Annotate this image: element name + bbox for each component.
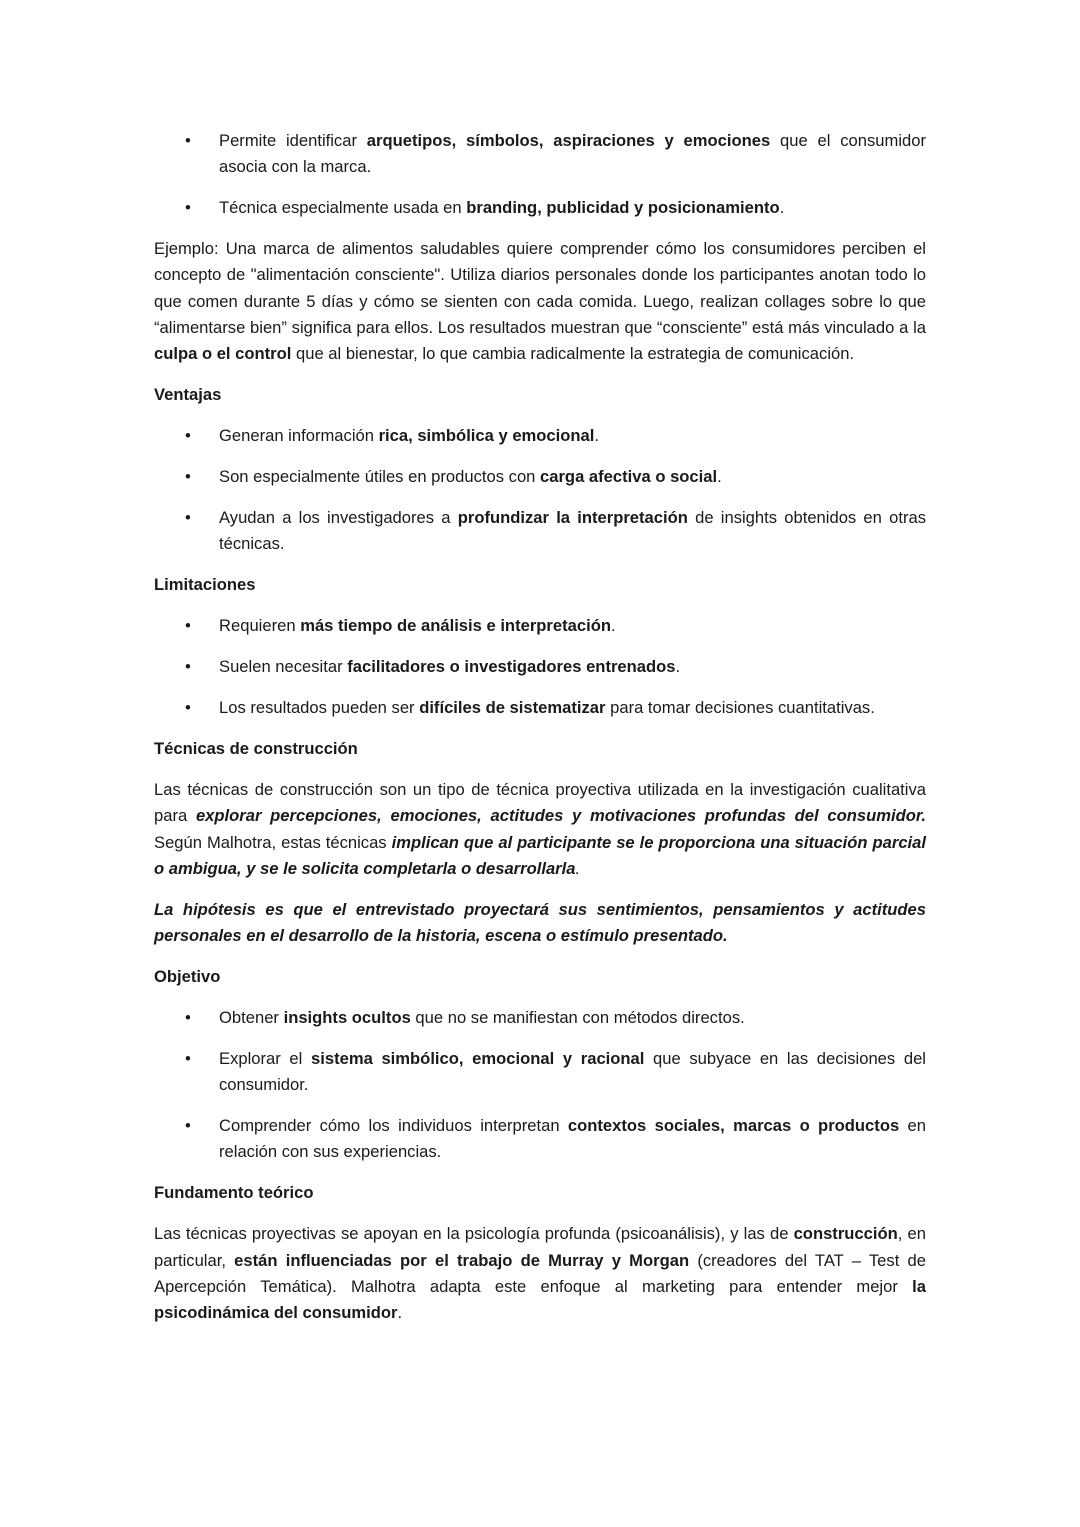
bullet-icon: • (185, 657, 191, 677)
text-run: Comprender cómo los individuos interpretan (219, 1116, 568, 1136)
list-item (185, 1046, 926, 1098)
bold-text: arquetipos, símbolos, aspiraciones y emociones (366, 131, 771, 150)
bold-text: insights ocultos (283, 1008, 411, 1028)
text-run: Son especialmente útiles en productos con (219, 467, 541, 487)
text-run: de insights obtenidos en otras técnicas. (219, 508, 926, 554)
bullet-icon: • (185, 616, 191, 636)
list-item (185, 695, 926, 721)
text-run: . (594, 426, 600, 446)
text-run: Fundamento teórico (154, 1183, 314, 1203)
text-run: . (675, 657, 681, 677)
bullet-icon: • (185, 198, 191, 218)
text-run: que subyace en las decisiones del consumidor. (219, 1049, 926, 1095)
section-heading (154, 964, 926, 990)
text-run: para tomar decisiones cuantitativas. (605, 698, 875, 718)
paragraph (154, 777, 926, 882)
text-run: que el consumidor asocia con la marca. (219, 131, 926, 177)
text-run: . (575, 858, 581, 878)
paragraph (154, 897, 926, 949)
list-item (185, 464, 926, 490)
list-item (185, 423, 926, 449)
text-run: Suelen necesitar (219, 657, 348, 677)
text-run: (creadores del TAT – Test de Apercepción Temática). Malhotra adapta este enfoque al marketing para entender mejor (154, 1250, 926, 1296)
bullet-icon: • (185, 426, 191, 446)
bullet-icon: • (185, 1049, 191, 1069)
list-item (185, 128, 926, 180)
text-run: Las técnicas de construcción son un tipo de técnica proyectiva utilizada en la investigación cualitativa para (154, 780, 926, 826)
section-heading (154, 1180, 926, 1206)
text-run: Según Malhotra, estas técnicas (154, 832, 392, 852)
text-run: Generan información (219, 426, 379, 446)
text-run: Ventajas (154, 385, 222, 405)
bold-text: explorar percepciones, emociones, actitudes y motivaciones profundas del consumidor. (195, 806, 926, 826)
list-item (185, 1005, 926, 1031)
text-run: . (610, 616, 616, 636)
text-run: Técnica especialmente usada en (219, 198, 467, 218)
bold-text: implican que al participante se le proporciona una situación parcial o ambigua, y se le solicita completarla o desarrollarla (154, 832, 926, 878)
list-item (185, 654, 926, 680)
bold-text: rica, simbólica y emocional (378, 426, 595, 446)
document-body (154, 128, 926, 1341)
text-run: , en particular, (154, 1224, 926, 1270)
text-run: Técnicas de construcción (154, 739, 358, 759)
paragraph (154, 236, 926, 367)
bold-text: La hipótesis es que el entrevistado proyectará sus sentimientos, pensamientos y actitudes personales en el desarrollo de la historia, escena o estímulo presentado. (154, 899, 926, 946)
section-heading (154, 736, 926, 762)
bold-text: profundizar la interpretación (457, 508, 688, 528)
bold-text: la psicodinámica del consumidor (154, 1276, 926, 1323)
text-run: Explorar el (219, 1049, 311, 1069)
text-run: Requieren (219, 616, 301, 636)
list-item (185, 505, 926, 557)
text-run: Permite identificar (219, 131, 367, 150)
text-run: Limitaciones (154, 575, 256, 595)
text-run: Ayudan a los investigadores a (219, 508, 458, 528)
text-run: Objetivo (154, 967, 221, 987)
bold-text: branding, publicidad y posicionamiento (466, 198, 780, 218)
text-run: . (397, 1303, 403, 1323)
list-item (185, 613, 926, 639)
section-heading (154, 382, 926, 408)
text-run: . (779, 198, 785, 218)
bullet-icon: • (185, 131, 191, 150)
bold-text: más tiempo de análisis e interpretación (300, 616, 611, 636)
text-run: Los resultados pueden ser (219, 698, 420, 718)
bold-text: contextos sociales, marcas o productos (567, 1116, 900, 1136)
text-run: que al bienestar, lo que cambia radicalmente la estrategia de comunicación. (291, 344, 855, 364)
list-item (185, 1113, 926, 1165)
bold-text: difíciles de sistematizar (419, 698, 606, 718)
bold-text: culpa o el control (154, 344, 292, 364)
paragraph (154, 1221, 926, 1326)
list-item (185, 195, 926, 221)
bullet-icon: • (185, 467, 191, 487)
bullet-icon: • (185, 1008, 191, 1028)
bold-text: facilitadores o investigadores entrenados (347, 657, 676, 677)
bullet-icon: • (185, 698, 191, 718)
text-run: que no se manifiestan con métodos directos. (410, 1008, 745, 1028)
text-run: Obtener (219, 1008, 284, 1028)
bullet-icon: • (185, 1116, 191, 1136)
bullet-icon: • (185, 508, 191, 528)
bold-text: están influenciadas por el trabajo de Murray y Morgan (234, 1250, 690, 1270)
bold-text: carga afectiva o social (540, 467, 718, 487)
bold-text: sistema simbólico, emocional y racional (311, 1049, 645, 1069)
bold-text: construcción (793, 1224, 898, 1244)
text-run: Ejemplo: Una marca de alimentos saludables quiere comprender cómo los consumidores perciben el concepto de "alimentación consciente". Utiliza diarios personales donde los participantes anotan todo lo que comen durante 5 días y cómo se sienten con cada comida. Luego, realizan collages sobre lo que “alimentarse bien” significa para ellos. Los resultados muestran que “consciente” está más vinculado a la (154, 239, 926, 337)
text-run: . (717, 467, 722, 487)
section-heading (154, 572, 926, 598)
text-run: Las técnicas proyectivas se apoyan en la psicología profunda (psicoanálisis), y las de (154, 1224, 794, 1244)
text-run: en relación con sus experiencias. (219, 1116, 926, 1162)
